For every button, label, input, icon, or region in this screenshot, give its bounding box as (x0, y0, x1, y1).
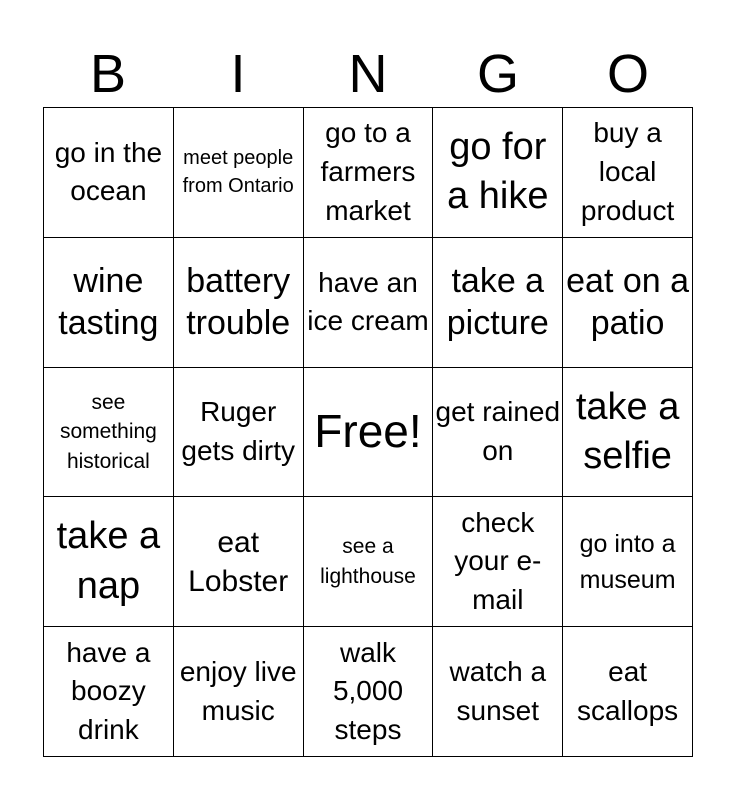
bingo-board (43, 107, 693, 757)
bingo-cell[interactable] (174, 497, 304, 627)
cell-text: get rained on (435, 396, 561, 466)
bingo-cell[interactable] (44, 108, 174, 238)
bingo-cell[interactable] (563, 108, 693, 238)
cell-text: go in the ocean (54, 136, 163, 207)
header-letter-g: G (476, 44, 519, 104)
cell-text: watch a sunset (449, 655, 547, 726)
cell-text: go for a hike (447, 126, 549, 218)
cell-text: take a selfie (575, 385, 680, 477)
bingo-cell[interactable] (44, 368, 174, 498)
bingo-header (43, 40, 693, 108)
free-space-label: Free! (314, 405, 422, 458)
header-letter-i: I (230, 44, 246, 104)
bingo-cell[interactable] (433, 238, 563, 368)
bingo-cell[interactable] (433, 108, 563, 238)
bingo-cell[interactable] (174, 368, 304, 498)
bingo-cell[interactable] (563, 627, 693, 757)
cell-text: go to a farmers market (320, 117, 416, 226)
bingo-cell[interactable] (174, 238, 304, 368)
bingo-cell[interactable] (433, 368, 563, 498)
bingo-cell[interactable] (174, 627, 304, 757)
bingo-cell[interactable] (44, 627, 174, 757)
cell-text: have a boozy drink (66, 636, 151, 745)
bingo-cell[interactable] (563, 368, 693, 498)
header-letter-o: O (606, 44, 649, 104)
cell-text: see something historical (59, 390, 157, 473)
bingo-cell[interactable] (563, 238, 693, 368)
bingo-cell[interactable] (174, 108, 304, 238)
cell-text: take a picture (446, 262, 549, 343)
cell-text: enjoy live music (179, 655, 297, 726)
cell-text: check your e-mail (454, 506, 542, 616)
cell-text: go into a museum (579, 529, 676, 594)
bingo-cell[interactable] (44, 497, 174, 627)
cell-text: eat on a patio (566, 262, 690, 343)
bingo-cell[interactable] (304, 497, 434, 627)
cell-text: walk 5,000 steps (332, 636, 404, 745)
cell-text: have an ice cream (307, 266, 429, 337)
cell-text: Ruger gets dirty (181, 396, 295, 466)
cell-text: wine tasting (58, 262, 159, 343)
header-letter-n: N (348, 44, 388, 104)
cell-text: see a lighthouse (320, 535, 416, 588)
bingo-cell[interactable] (44, 238, 174, 368)
bingo-cell[interactable] (304, 108, 434, 238)
bingo-cell[interactable] (563, 497, 693, 627)
cell-text: eat Lobster (188, 525, 289, 598)
cell-text: eat scallops (577, 655, 679, 726)
free-space[interactable] (304, 368, 434, 498)
cell-text: take a nap (56, 515, 161, 607)
cell-text: buy a local product (580, 117, 675, 226)
cell-text: meet people from Ontario (182, 147, 294, 198)
cell-text: battery trouble (186, 262, 291, 343)
bingo-cell[interactable] (433, 627, 563, 757)
bingo-cell[interactable] (304, 238, 434, 368)
bingo-cell[interactable] (433, 497, 563, 627)
header-letter-b: B (89, 44, 127, 104)
bingo-cell[interactable] (304, 627, 434, 757)
